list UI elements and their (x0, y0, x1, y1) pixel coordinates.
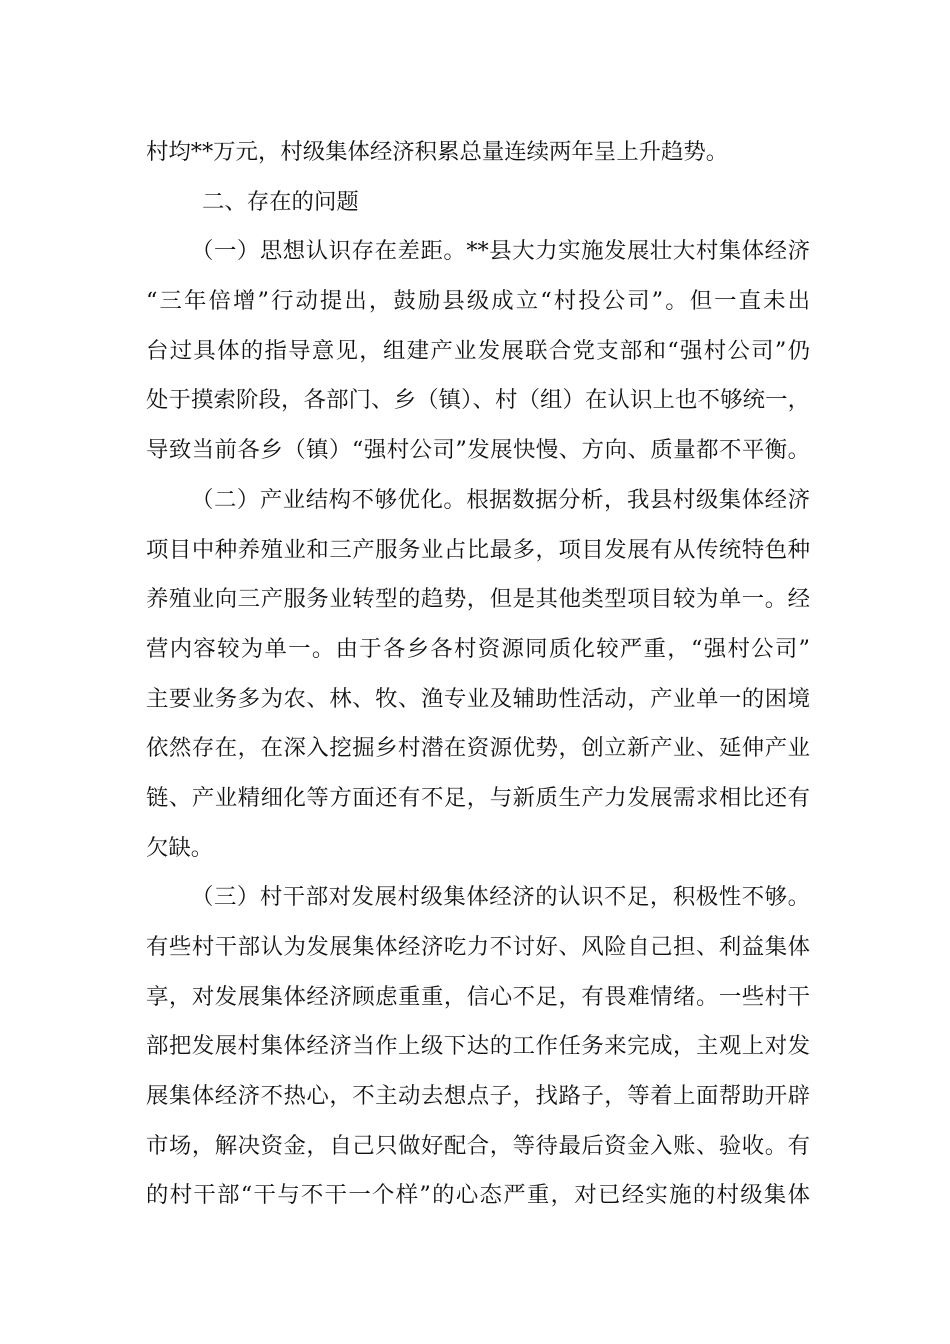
paragraph-line: （三）村干部对发展村级集体经济的认识不足，积极性不够。 (191, 884, 810, 911)
paragraph-line: 链、产业精细化等方面还有不足，与新质生产力发展需求相比还有 (146, 784, 810, 811)
document-body (146, 128, 810, 1221)
paragraph-line: 依然存在，在深入挖掘乡村潜在资源优势，创立新产业、延伸产业 (146, 735, 810, 762)
paragraph-line: 村均**万元，村级集体经济积累总量连续两年呈上升趋势。 (146, 139, 729, 165)
paragraph-line: 导致当前各乡（镇）“强村公司”发展快慢、方向、质量都不平衡。 (146, 437, 810, 464)
paragraph-line: 养殖业向三产服务业转型的趋势，但是其他类型项目较为单一。经 (146, 586, 810, 613)
paragraph-line: 部把发展村集体经济当作上级下达的工作任务来完成，主观上对发 (146, 1033, 810, 1060)
paragraph-line: 展集体经济不热心，不主动去想点子，找路子，等着上面帮助开辟 (146, 1083, 810, 1110)
paragraph-line: 项目中种养殖业和三产服务业占比最多，项目发展有从传统特色种 (146, 536, 810, 563)
paragraph-line: 台过具体的指导意见，组建产业发展联合党支部和“强村公司”仍 (146, 337, 810, 364)
paragraph-line: （一）思想认识存在差距。**县大力实施发展壮大村集体经济 (191, 238, 810, 265)
section-heading: 二、存在的问题 (202, 188, 359, 215)
paragraph-line: 的村干部“干与不干一个样”的心态严重，对已经实施的村级集体 (146, 1182, 810, 1209)
paragraph-line: （二）产业结构不够优化。根据数据分析，我县村级集体经济 (191, 486, 810, 513)
paragraph-line: 营内容较为单一。由于各乡各村资源同质化较严重，“强村公司” (146, 635, 810, 662)
paragraph-line: 有些村干部认为发展集体经济吃力不讨好、风险自己担、利益集体 (146, 934, 810, 960)
paragraph-line: 享，对发展集体经济顾虑重重，信心不足，有畏难情绪。一些村干 (146, 983, 810, 1010)
paragraph-line: 处于摸索阶段，各部门、乡（镇）、村（组）在认识上也不够统一， (146, 387, 810, 414)
paragraph-line: 欠缺。 (146, 834, 214, 861)
paragraph-line: 主要业务多为农、林、牧、渔专业及辅助性活动，产业单一的困境 (146, 685, 810, 712)
paragraph-line: 市场，解决资金，自己只做好配合，等待最后资金入账、验收。有 (146, 1132, 810, 1159)
paragraph-line: “三年倍增”行动提出，鼓励县级成立“村投公司”。但一直未出 (146, 288, 810, 315)
